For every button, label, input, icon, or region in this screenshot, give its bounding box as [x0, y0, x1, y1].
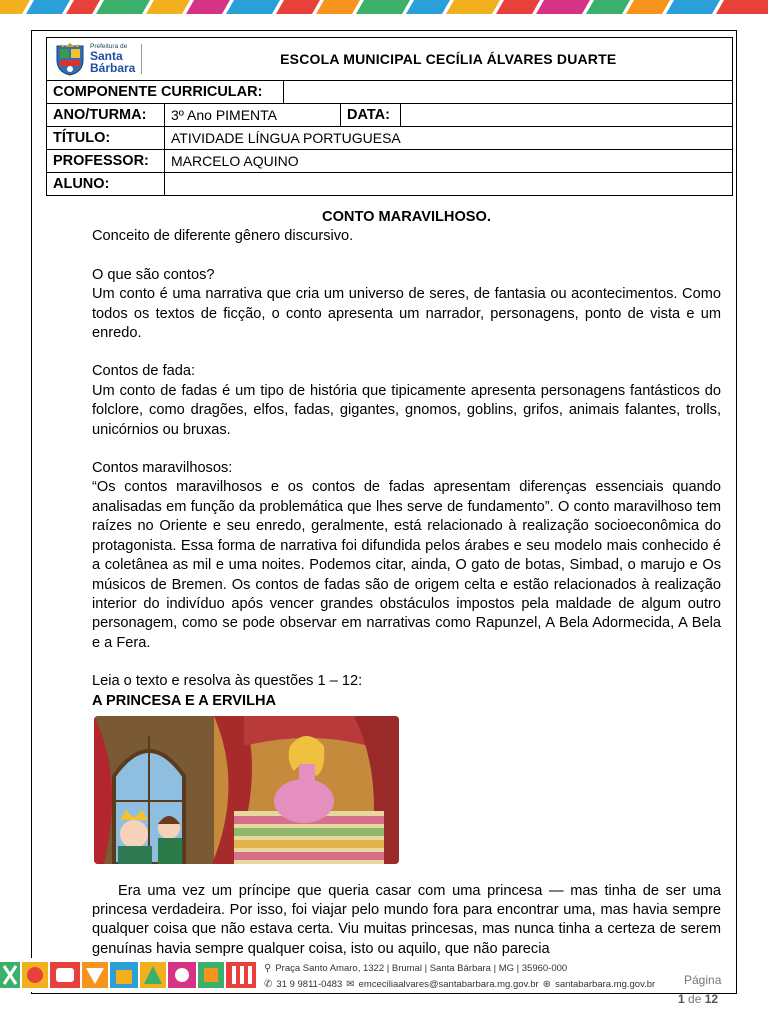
data-field[interactable] — [401, 104, 733, 127]
footer-email[interactable]: emceciliaalvares@santabarbara.mg.gov.br — [358, 979, 539, 990]
titulo-label: TÍTULO: — [47, 127, 165, 150]
story-title: A PRINCESA E A ERVILHA — [92, 692, 277, 709]
email-icon: ✉ — [346, 979, 355, 990]
whatsapp-icon: ✆ — [264, 979, 273, 990]
crest-icon — [53, 42, 87, 76]
body-text: O conto maravilhoso tem raízes no Oriente e seu enredo, geralmente, está relacionado à realização socioeconômica do protagonista. Essa forma de narrativa foi difundida pelos árabes e seu modelo mais conhecido é a coletânea as mil e uma noites. Podemos citar, ainda, O gato de botas, Simbad, o marujo e Os músicos de Bremen. Os contos de fadas são de origem celta e estão relacionados à realização interior do indivíduo após vencer grandes obstáculos impostos pela maldade de algum outro personagem, como se pode observar em narrativas como Rapunzel, A Bela Adormecida, A Bela e a Fera. — [92, 498, 721, 651]
header-table — [46, 37, 733, 196]
paragraph-contos: Um conto é uma narrativa que cria um universo de seres, de fantasia ou acontecimentos. Como todos os textos de ficção, o conto apresenta um narrador, personagens, ponto de vista e um enredo. — [92, 286, 721, 342]
professor-label: PROFESSOR: — [47, 150, 165, 173]
footer-contact — [264, 961, 655, 993]
page-total: 12 — [704, 992, 719, 1006]
princess-pea-illustration — [94, 716, 399, 864]
section-title: CONTO MARAVILHOSO. — [322, 209, 491, 225]
logo-barbara: Bárbara — [90, 61, 136, 76]
question-contos: O que são contos? — [92, 266, 215, 283]
paragraph-contos-fada: Um conto de fadas é um tipo de história que tipicamente apresenta personagens fantásticos do folclore, como dragões, elfos, fadas, gigantes, gnomos, goblins, grifos, animais falantes, trolls, unicórnios ou bruxas. — [92, 382, 721, 438]
santa-barbara-logo — [53, 42, 159, 76]
question-contos-maravilhosos: Contos maravilhosos: — [92, 460, 233, 477]
aluno-label: ALUNO: — [47, 173, 165, 196]
quote-contos-maravilhosos — [92, 478, 721, 653]
footer-address: Praça Santo Amaro, 1322 | Brumal | Santa Bárbara | MG | 35960-000 — [275, 963, 568, 974]
school-name: ESCOLA MUNICIPAL CECÍLIA ÁLVARES DUARTE — [165, 38, 733, 81]
aluno-field[interactable] — [165, 173, 733, 196]
page-of: de — [688, 992, 702, 1006]
ano-turma-value: 3º Ano PIMENTA — [165, 104, 341, 127]
instruction-text: Leia o texto e resolva às questões 1 – 12: — [92, 673, 363, 690]
location-pin-icon: ⚲ — [264, 963, 272, 974]
page-number — [678, 992, 718, 1006]
intro-text: Conceito de diferente gênero discursivo. — [92, 228, 354, 245]
componente-label: COMPONENTE CURRICULAR: — [47, 81, 284, 104]
logo-prefeitura: Prefeitura de — [90, 42, 128, 50]
main-content — [92, 208, 721, 711]
logo-santa: Santa — [90, 49, 123, 64]
decorative-top-strip — [0, 0, 768, 16]
ano-turma-label: ANO/TURMA: — [47, 104, 165, 127]
page-label: Página — [684, 973, 722, 987]
question-contos-fada: Contos de fada: — [92, 363, 196, 380]
quote-text: “Os contos maravilhosos e os contos de fadas apresentam diferenças essenciais quando analisadas em função da problemática que lhes serve de fundamento”. — [92, 479, 721, 515]
footer-phone: 31 9 9811-0483 — [276, 979, 343, 990]
logo-cell — [47, 38, 165, 81]
story-paragraph: Era uma vez um príncipe que queria casar com uma princesa — mas tinha de ser uma princesa verdadeira. Por isso, foi viajar pelo mundo fora para encontrar uma, mas havia sempre qualquer coisa que não estava certa. Viu muitas princesas, mas nunca tinha a certeza de serem genuínas havia sempre qualquer coisa, isto ou aquilo, que não parecia — [92, 882, 721, 957]
decorative-footer-band — [0, 958, 256, 992]
professor-value: MARCELO AQUINO — [165, 150, 733, 173]
titulo-value: ATIVIDADE LÍNGUA PORTUGUESA — [165, 127, 733, 150]
componente-field[interactable] — [284, 81, 733, 104]
data-label: DATA: — [341, 104, 401, 127]
globe-icon: ⊕ — [542, 979, 552, 990]
page-current: 1 — [678, 992, 685, 1006]
footer-site[interactable]: santabarbara.mg.gov.br — [555, 979, 656, 990]
